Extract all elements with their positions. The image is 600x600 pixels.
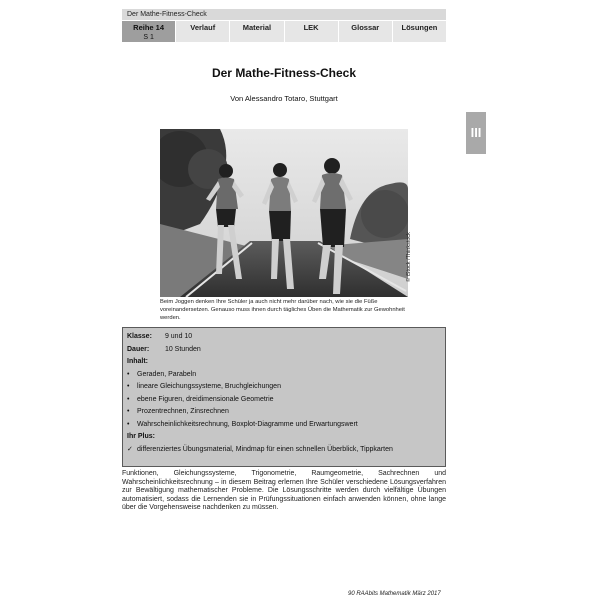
inhalt-label: Inhalt: <box>127 358 148 365</box>
klasse-row <box>127 331 441 344</box>
inhalt-item: • lineare Gleichungssysteme, Bruchgleichungen <box>127 381 441 394</box>
bullet-icon: • <box>127 408 130 415</box>
inhalt-item: • Wahrscheinlichkeitsrechnung, Boxplot-Diagramme und Erwartungswert <box>127 419 441 432</box>
photo-caption: Beim Joggen denken Ihre Schüler ja auch nicht mehr darüber nach, wie sie die Füße voreinandersetzen. Genauso muss ihnen durch tägliches Üben die Mathematik zur Gewohnheit werden. <box>160 299 405 321</box>
info-box <box>122 327 446 467</box>
klasse-value: 9 und 10 <box>164 333 193 340</box>
intro-paragraph: Funktionen, Gleichungssysteme, Trigonometrie, Raumgeometrie, Sachrechnen und Wahrscheinlichkeitsrechnung – in diesem Beitrag erlernen Ihre Schüler verschiedene Lösungsverfahren zur Bewältigung mathematischer Probleme. Die Lösungsschritte werden durch vielfältige Übungen automatisiert, sodass die Lernenden sie in Prüfungssituationen einfach anwenden können, ohne lange über die Vorgehensweise nachdenken zu müssen. <box>122 470 446 512</box>
page-title: Der Mathe-Fitness-Check <box>211 66 357 80</box>
plus-item <box>127 444 441 457</box>
tab-lek[interactable]: LEK <box>285 21 338 42</box>
klasse-label: Klasse: <box>127 333 152 340</box>
running-header: Der Mathe-Fitness-Check <box>122 9 446 20</box>
bullet-icon: • <box>127 370 130 378</box>
dauer-label: Dauer: <box>127 345 150 353</box>
tab-reihe-label: Reihe 14 <box>133 23 165 32</box>
plus-label: Ihr Plus: <box>127 433 156 440</box>
tab-verlauf[interactable]: Verlauf <box>176 21 229 42</box>
section-marker: III <box>466 112 486 154</box>
inhalt-item: • Prozentrechnen, Zinsrechnen <box>127 406 441 419</box>
page-footer: 90 RAAbits Mathematik März 2017 <box>348 591 441 597</box>
plus-text: differenziertes Übungsmaterial, Mindmap für einen schnellen Überblick, Tippkarten <box>137 445 393 453</box>
tab-glossar[interactable]: Glossar <box>339 21 392 42</box>
author-line: Von Alessandro Totaro, Stuttgart <box>230 94 338 103</box>
dauer-value: 10 Stunden <box>164 345 201 353</box>
tab-reihe[interactable] <box>122 21 175 42</box>
tab-material[interactable]: Material <box>230 21 283 42</box>
inhalt-item: • Geraden, Parabeln <box>127 369 441 382</box>
photo-credit: © iStock /Thinkstock <box>406 232 412 282</box>
inhalt-item: • ebene Figuren, dreidimensionale Geometrie <box>127 394 441 407</box>
check-icon: ✓ <box>127 445 133 453</box>
dauer-row <box>127 344 441 357</box>
bullet-icon: • <box>127 383 130 390</box>
bullet-icon: • <box>127 420 130 428</box>
tab-reihe-sub: S 1 <box>143 34 154 41</box>
tab-loesungen[interactable]: Lösungen <box>393 21 446 42</box>
section-tabs <box>122 21 446 42</box>
joggers-photo <box>160 129 408 297</box>
bullet-icon: • <box>127 395 130 403</box>
